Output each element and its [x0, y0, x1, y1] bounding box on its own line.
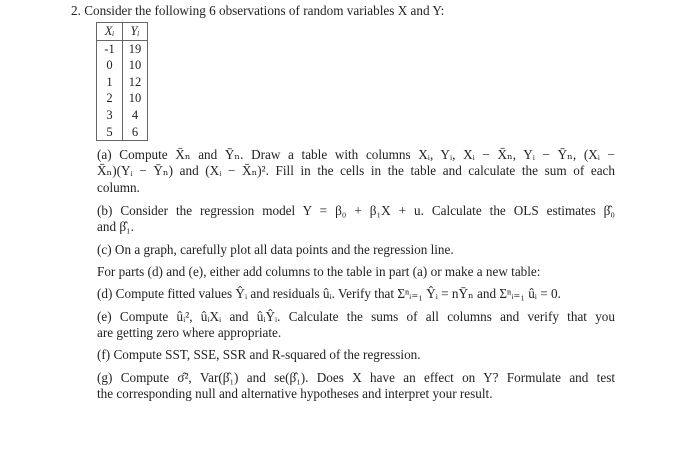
part-e: [97, 309, 615, 342]
part-f: [97, 347, 615, 363]
part-a-line: X̄ₙ)(Yᵢ − Ȳₙ) and (Xᵢ − X̄ₙ)². Fill in the cells in the table and calculate the sum of each: [97, 163, 615, 179]
cell-x: 0: [106, 58, 113, 73]
cell-y: 12: [123, 74, 148, 91]
cell-x: 3: [106, 107, 113, 122]
part-d: [97, 286, 615, 302]
cell-x: -1: [104, 41, 115, 56]
part-a-line: column.: [97, 179, 140, 195]
header-x: Xᵢ: [104, 24, 115, 38]
header-y: Yᵢ: [123, 23, 148, 41]
table-row: [97, 124, 148, 141]
part-a-line: (a) Compute X̄ₙ and Ȳₙ. Draw a table with columns Xᵢ, Yᵢ, Xᵢ − X̄ₙ, Yᵢ − Ȳₙ, (Xᵢ −: [97, 147, 615, 162]
question-title: 2. Consider the following 6 observations of random variables X and Y:: [71, 3, 445, 18]
table-row: [97, 90, 148, 107]
part-d-line: (d) Compute fitted values Ŷᵢ and residuals ûᵢ. Verify that Σⁿᵢ₌₁ Ŷᵢ = nȲₙ and Σⁿᵢ₌₁ ûᵢ = 0.: [97, 286, 561, 301]
cell-y: 6: [123, 124, 148, 141]
table-row: [97, 107, 148, 124]
cell-x: 2: [106, 91, 113, 106]
part-e-line: are getting zero where appropriate.: [97, 325, 282, 341]
cell-x: 5: [106, 124, 113, 139]
cell-y: 19: [123, 40, 148, 57]
table-row: [97, 40, 148, 57]
part-a: [97, 147, 615, 196]
part-c-line: (c) On a graph, carefully plot all data points and the regression line.: [97, 242, 454, 257]
cell-x: 1: [106, 74, 113, 89]
cell-y: 4: [123, 107, 148, 124]
part-f-line: (f) Compute SST, SSE, SSR and R-squared of the regression.: [97, 347, 421, 362]
part-b-line: (b) Consider the regression model Y = β₀ + β₁X + u. Calculate the OLS estimates β̂₀: [97, 203, 615, 218]
table-row: [97, 74, 148, 91]
part-b-line: and β̂₁.: [97, 219, 134, 235]
table-header-row: [97, 23, 148, 41]
observations-table: [96, 22, 148, 141]
part-b: [97, 203, 615, 236]
part-g-line: the corresponding null and alternative hypotheses and interpret your result.: [97, 386, 493, 402]
cell-y: 10: [123, 57, 148, 74]
part-e-line: (e) Compute ûᵢ², ûᵢXᵢ and ûᵢŶᵢ. Calculate the sums of all columns and verify that you: [97, 309, 615, 324]
table-row: [97, 57, 148, 74]
part-g-line: (g) Compute σ̂², Var(β̂₁) and se(β̂₁). Does X have an effect on Y? Formulate and test: [97, 370, 615, 385]
cell-y: 10: [123, 90, 148, 107]
parts-d-e-instruction: [97, 264, 615, 280]
instruction-line: For parts (d) and (e), either add columns to the table in part (a) or make a new table:: [97, 264, 541, 279]
part-c: [97, 242, 615, 258]
part-g: [97, 370, 615, 403]
